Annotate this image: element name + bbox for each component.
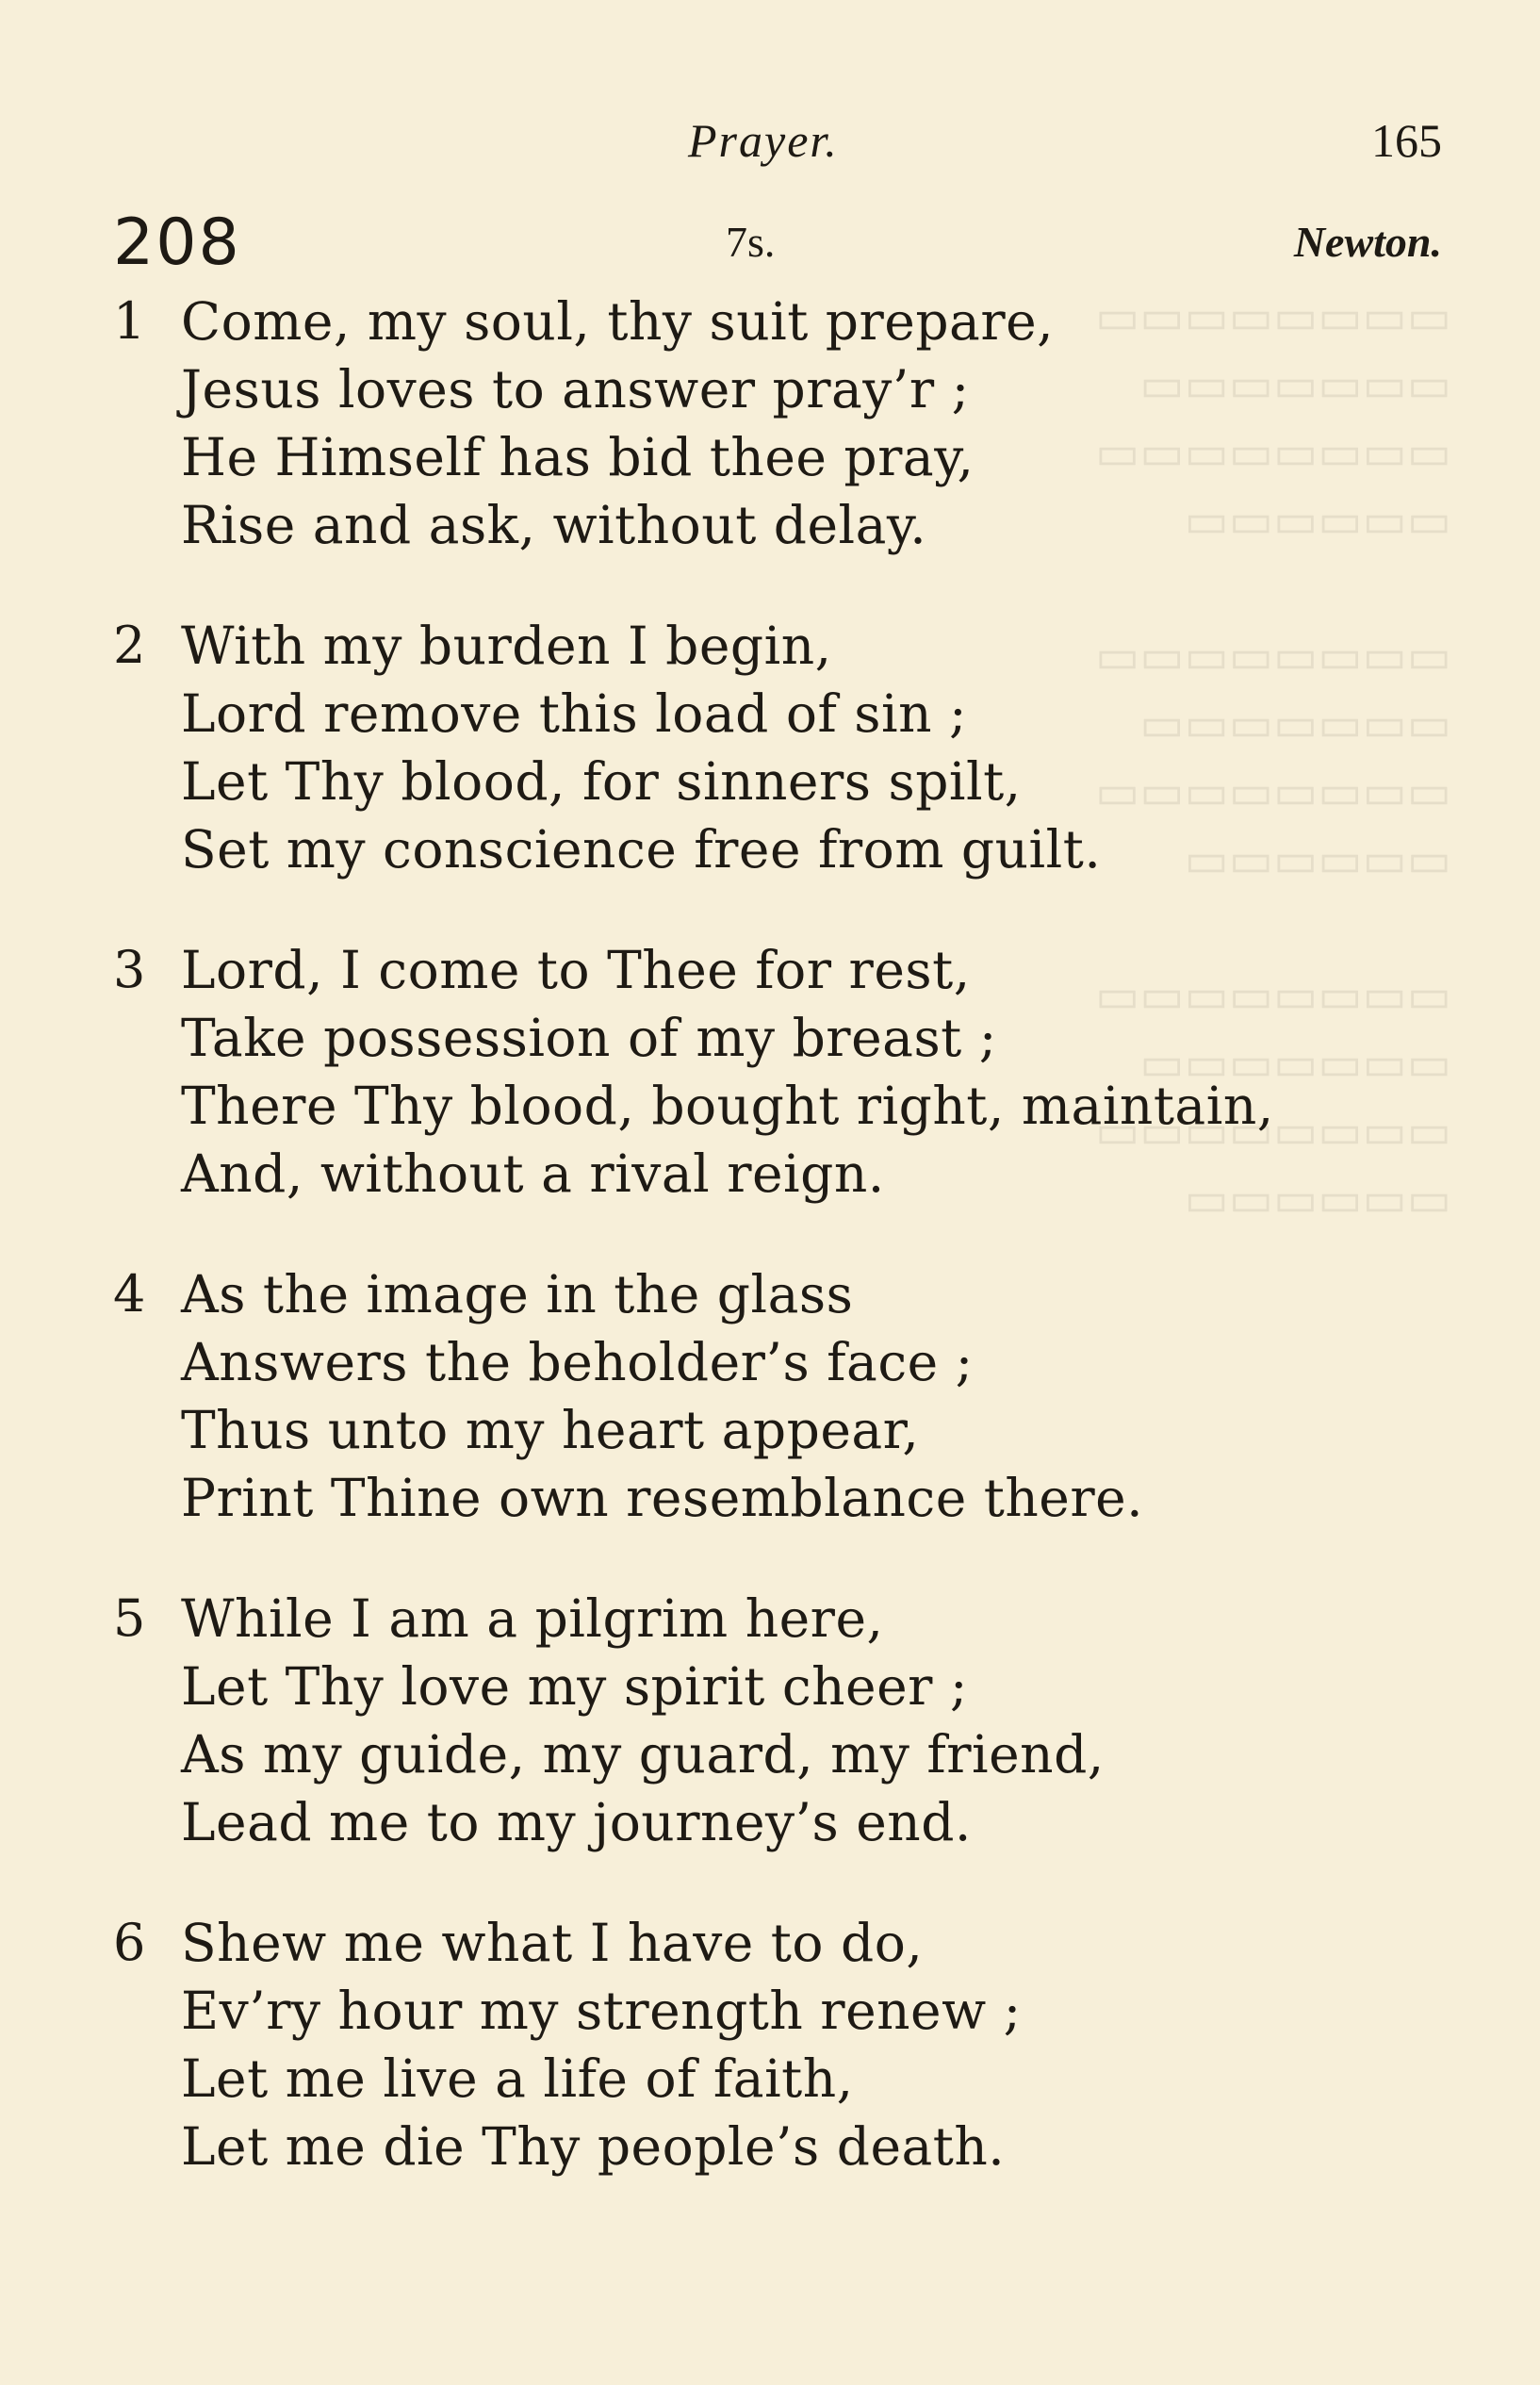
hymn-line: Let me live a life of faith, [181,2048,854,2109]
hymn-meter: 7s. [726,218,776,266]
hymn-line: Thus unto my heart appear, [181,1400,920,1460]
hymn-line: Rise and ask, without delay. [181,495,927,555]
stanza-lines [181,1260,1470,1532]
stanza-lines [181,936,1470,1208]
stanza-6 [113,1909,1470,2180]
show-through-text: ▭▭▭▭▭▭▭▭ ▭▭▭▭▭▭▭ ▭▭▭▭▭▭▭▭ ▭▭▭▭▭▭ ▭▭▭▭▭▭▭▭ ▭▭▭▭▭▭▭ ▭▭▭▭▭▭▭▭ ▭▭▭▭▭▭ ▭▭▭▭▭▭▭▭ ▭▭▭▭▭▭▭ ▭▭▭▭▭▭▭▭ ▭▭▭▭▭▭ [1095,289,1451,1226]
stanza-2 [113,612,1470,883]
hymn-line: While I am a pilgrim here, [181,1588,884,1649]
running-head [0,113,1540,189]
stanza-lines [181,288,1470,559]
hymn-line: Print Thine own resemblance there. [181,1468,1144,1528]
hymn-line: Lord, I come to Thee for rest, [181,940,971,1000]
stanza-5 [113,1585,1470,1856]
stanza-number: 5 [113,1588,146,1648]
hymn-line: Let Thy blood, for sinners spilt, [181,751,1022,812]
hymn-header [0,206,1540,281]
stanza-number: 2 [113,616,146,675]
hymn-line: Lead me to my journey’s end. [181,1792,972,1852]
hymn-line: And, without a rival reign. [181,1143,885,1204]
hymn-line: Shew me what I have to do, [181,1913,924,1973]
stanza-number: 4 [113,1264,146,1324]
stanza-number: 6 [113,1913,146,1972]
running-title: Prayer. [688,114,839,167]
hymn-author: Newton. [1293,218,1442,266]
hymn-line: Ev’ry hour my strength renew ; [181,1981,1022,2041]
hymn-line: There Thy blood, bought right, maintain, [181,1076,1274,1136]
hymn-line: As my guide, my guard, my friend, [181,1724,1105,1785]
hymn-line: Jesus loves to answer pray’r ; [181,359,970,419]
hymn-stanzas [113,288,1470,2233]
stanza-lines [181,1909,1470,2180]
stanza-4 [113,1260,1470,1532]
stanza-number: 3 [113,940,146,999]
stanza-number: 1 [113,291,146,351]
hymn-number: 208 [113,206,241,280]
hymn-line: Let Thy love my spirit cheer ; [181,1656,968,1717]
hymn-line: Answers the beholder’s face ; [181,1332,974,1392]
hymn-line: Come, my soul, thy suit prepare, [181,291,1055,352]
hymn-line: Lord remove this load of sin ; [181,683,968,744]
hymn-line: Let me die Thy people’s death. [181,2116,1006,2177]
hymn-line: With my burden I begin, [181,616,832,676]
hymn-line: Set my conscience free from guilt. [181,819,1102,880]
stanza-1 [113,288,1470,559]
stanza-lines [181,612,1470,883]
hymn-line: As the image in the glass [181,1264,854,1324]
hymn-line: He Himself has bid thee pray, [181,427,975,487]
stanza-3 [113,936,1470,1208]
stanza-lines [181,1585,1470,1856]
hymn-line: Take possession of my breast ; [181,1008,997,1068]
page-number: 165 [1371,114,1442,167]
